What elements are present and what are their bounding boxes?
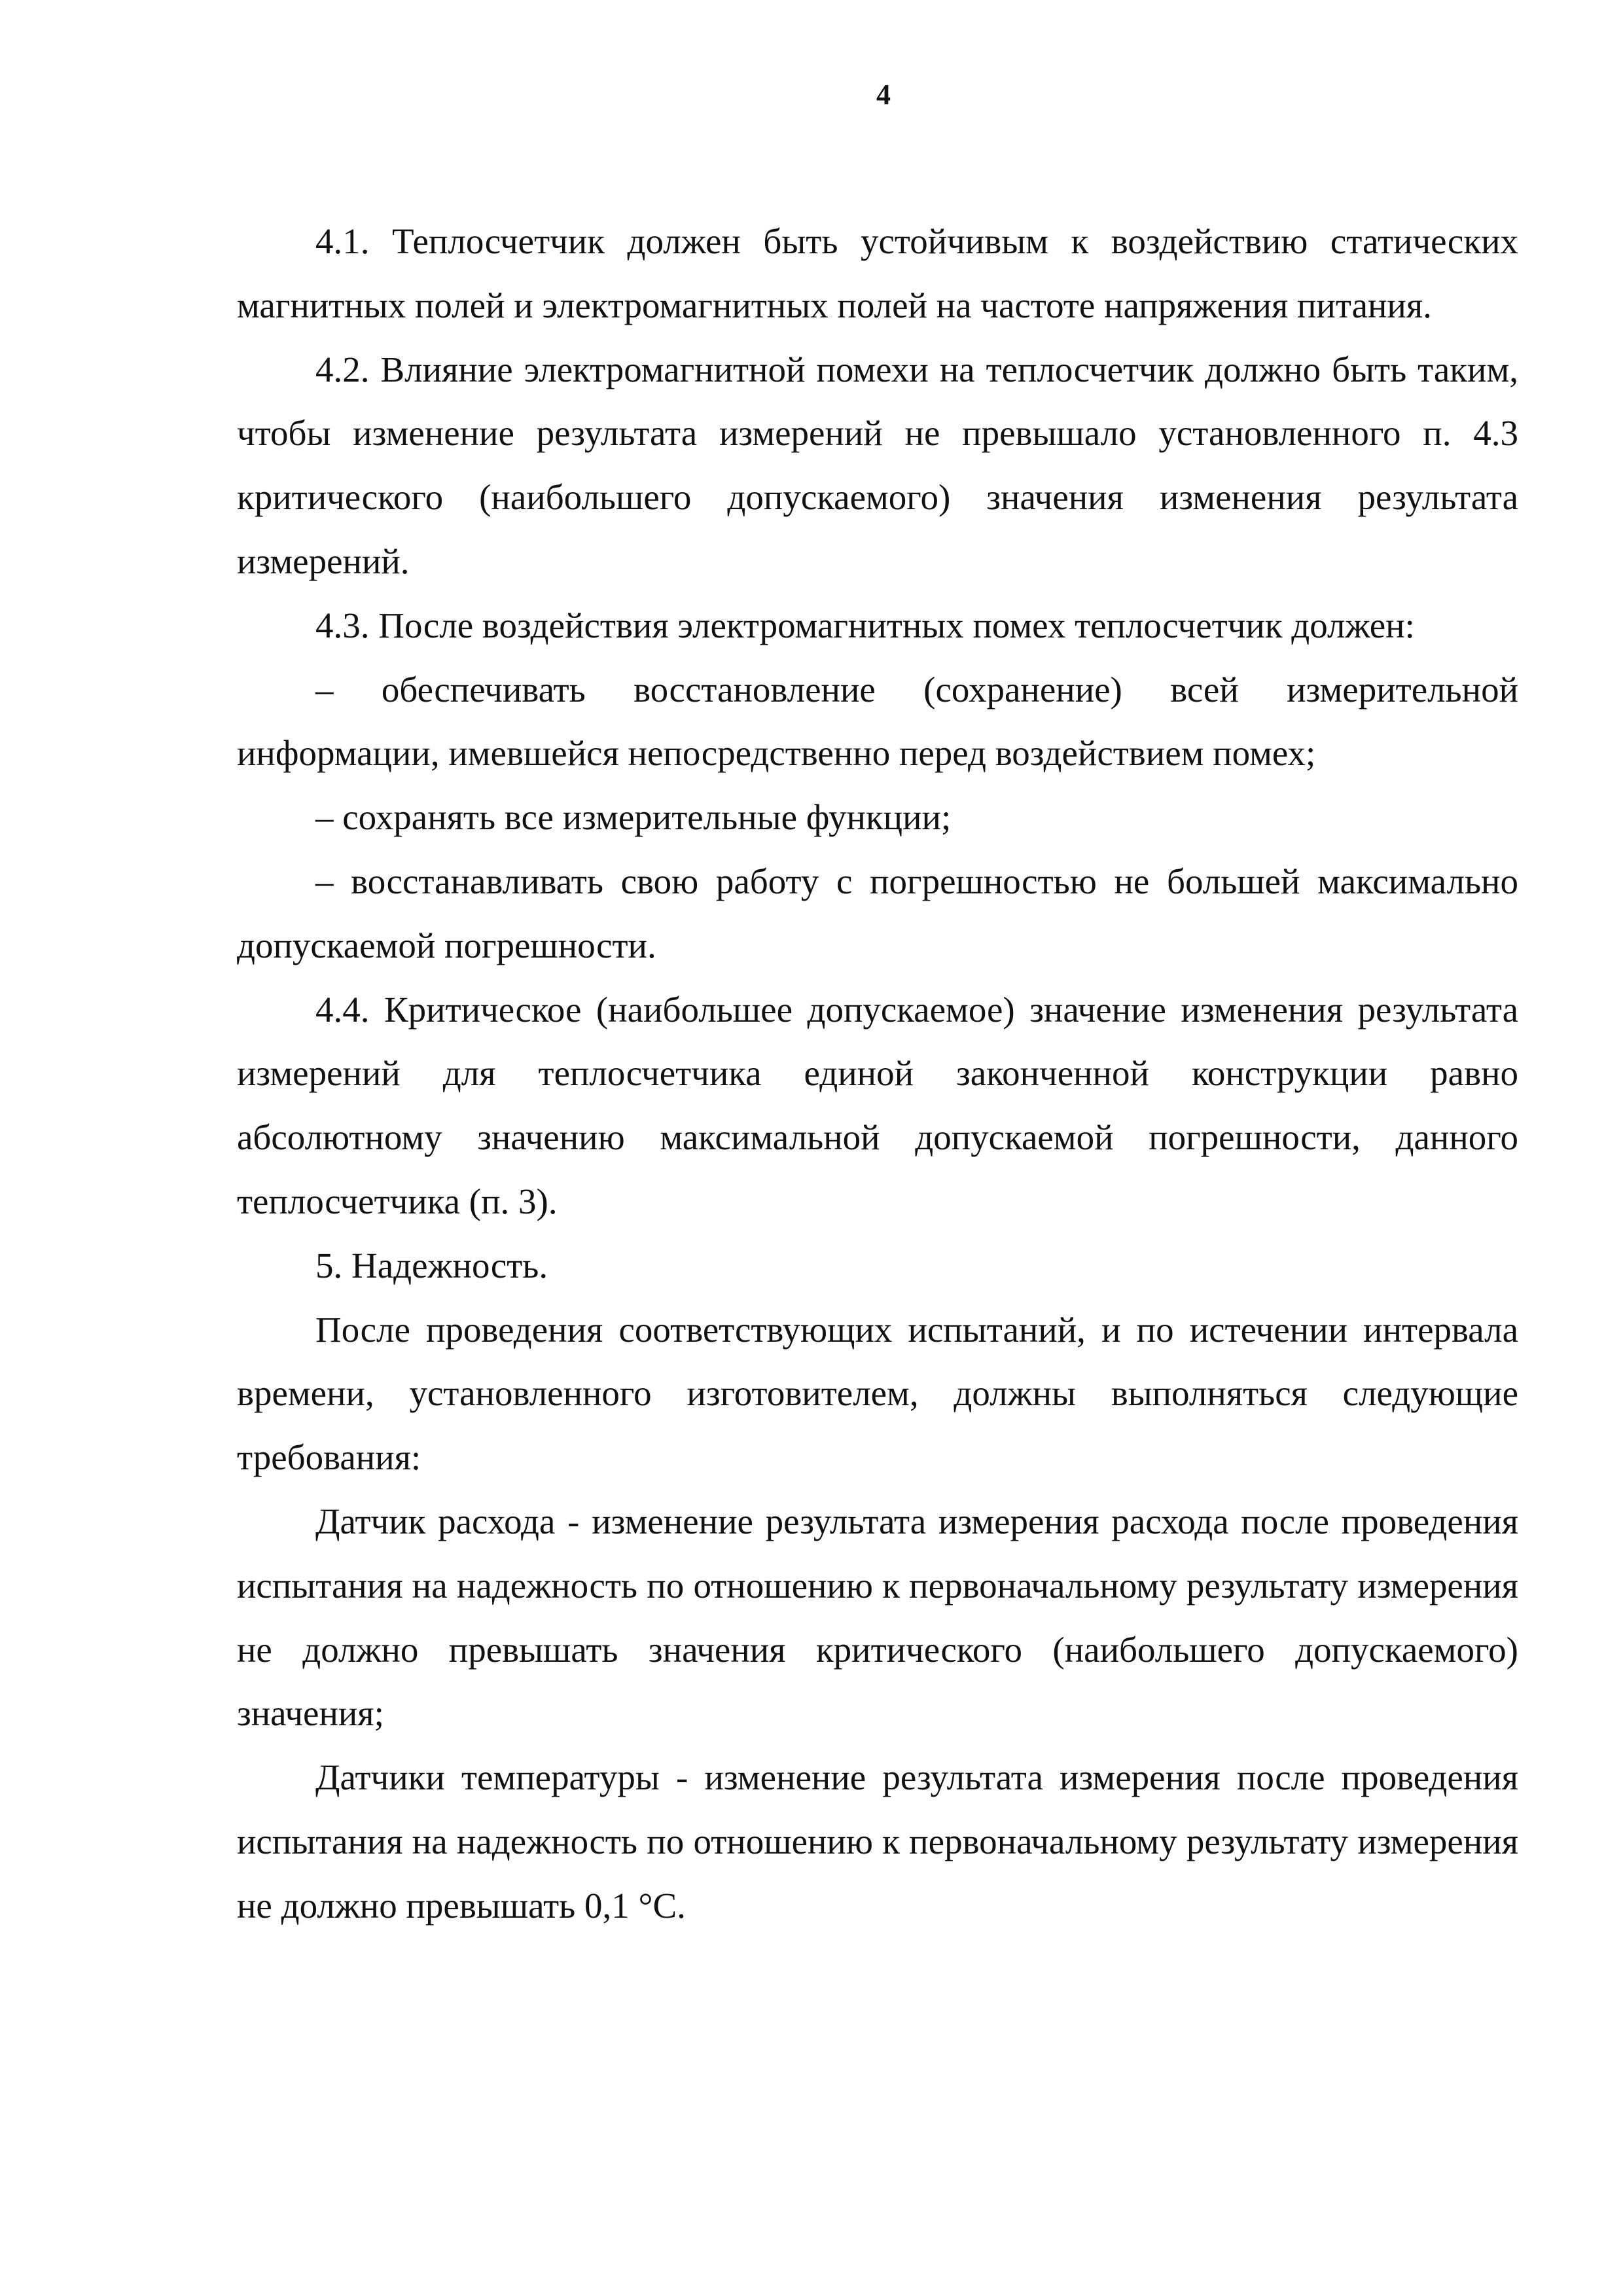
list-item-restore-operation: – восстанавливать свою работу с погрешностью не большей максимально допускаемой погрешности. — [237, 861, 1518, 965]
paragraph-flow-sensor: Датчик расхода - изменение результата измерения расхода после проведения испытания на надежность по отношению к первоначальному результату измерения не должно превышать значения критического (наибольшего допускаемого) значения; — [237, 1501, 1518, 1734]
list-item-restore-info: – обеспечивать восстановление (сохранение) всей измерительной информации, имевшейся непосредственно перед воздействием помех; — [237, 669, 1518, 774]
paragraph-4-4: 4.4. Критическое (наибольшее допускаемое) значение изменения результата измерений для теплосчетчика единой законченной конструкции равно абсолютному значению максимальной допускаемой погрешности, данного теплосчетчика (п. 3). — [237, 989, 1518, 1221]
paragraph-4-1: 4.1. Теплосчетчик должен быть устойчивым к воздействию статических магнитных полей и электромагнитных полей на частоте напряжения питания. — [237, 221, 1518, 325]
paragraph-4-3: 4.3. После воздействия электромагнитных помех теплосчетчик должен: — [315, 605, 1415, 645]
list-item-keep-functions: – сохранять все измерительные функции; — [315, 797, 952, 838]
paragraph-temperature-sensors: Датчики температуры - изменение результата измерения после проведения испытания на надежность по отношению к первоначальному результату измерения не должно превышать 0,1 °C. — [237, 1757, 1518, 1926]
paragraph-4-2: 4.2. Влияние электромагнитной помехи на теплосчетчик должно быть таким, чтобы изменение результата измерений не превышало установленного п. 4.3 критического (наибольшего допускаемого) значения изменения результата измерений. — [237, 349, 1518, 581]
paragraph-reliability-intro: После проведения соответствующих испытаний, и по истечении интервала времени, установленного изготовителем, должны выполняться следующие требования: — [237, 1309, 1518, 1478]
document-body — [237, 209, 1518, 1938]
page-number: 4 — [876, 79, 891, 111]
section-heading-reliability: 5. Надежность. — [315, 1245, 548, 1285]
